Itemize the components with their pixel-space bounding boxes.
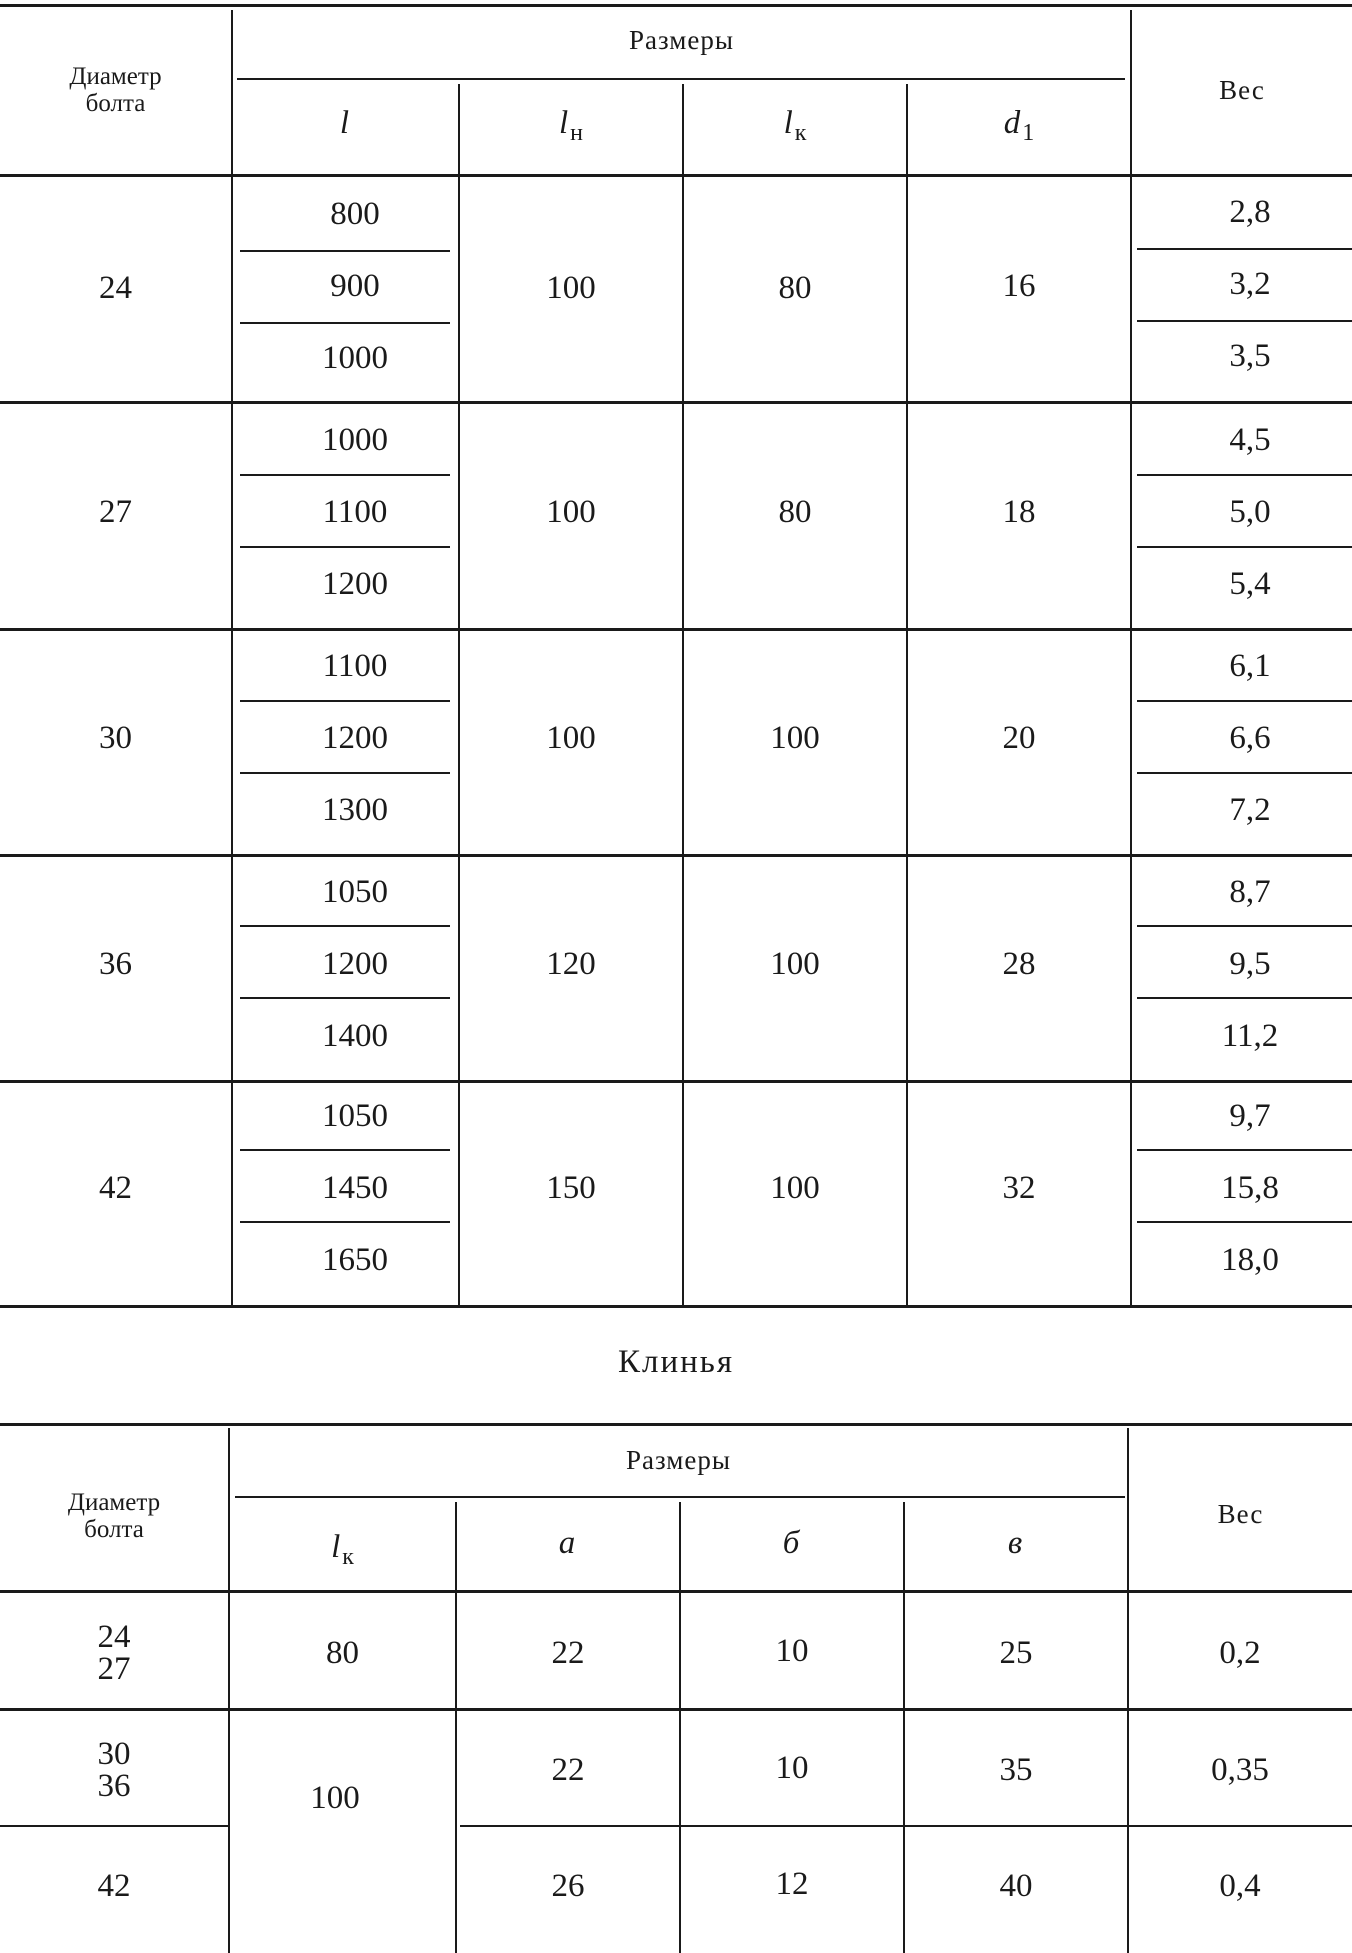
col-subscript: н [570,120,583,146]
cell-l: 1050 [322,873,388,910]
cell-b: 12 [775,1865,809,1902]
cell-diameter: 42 [99,1169,132,1206]
cell-weight: 5,4 [1229,565,1271,602]
cell-diameter: 30 [99,719,132,756]
row-separator [0,1708,1352,1711]
cell-b: 10 [775,1749,809,1786]
subrow-rule [240,546,450,548]
header-col-lk [684,98,906,148]
cell-lk-merged: 100 [310,1779,360,1816]
subrow-rule [1137,474,1352,476]
wedges-table [0,1418,1352,1953]
subrow-rule [240,250,450,252]
header-diameter [0,1476,228,1556]
subrow-rule [240,700,450,702]
cell-lk: 80 [326,1634,359,1671]
header-diameter-line2: болта [85,90,146,117]
cell-diameter: 24 [99,269,132,306]
cell-d1: 32 [1002,1169,1036,1206]
group-separator [0,401,1352,404]
header-col-b [681,1518,903,1568]
col-subscript: 1 [1022,120,1035,146]
cell-weight: 15,8 [1221,1169,1279,1206]
cell-l: 800 [330,195,380,232]
cell-diameter: 42 [97,1867,131,1904]
cell-lk: 100 [770,1169,820,1206]
cell-ln: 100 [546,269,596,306]
cell-weight: 18,0 [1221,1241,1279,1278]
cell-b: 10 [775,1632,809,1669]
header-diameter-line2: болта [84,1516,144,1543]
cell-l: 1200 [322,945,388,982]
cell-lk: 100 [770,719,820,756]
col-symbol: l [558,104,569,141]
cell-l: 1200 [322,719,388,756]
cell-l: 1050 [322,1097,388,1134]
column-rule [1130,10,1132,1305]
header-col-a [457,1518,679,1568]
cell-d1: 28 [1002,945,1036,982]
cell-weight: 9,5 [1229,945,1271,982]
cell-l: 1000 [322,421,388,458]
cell-weight: 0,35 [1211,1751,1269,1788]
subrow-rule [1137,546,1352,548]
cell-diameter [0,1730,228,1810]
cell-v: 25 [999,1634,1033,1671]
cell-diameter [0,1613,228,1693]
col-symbol: d [1003,104,1021,141]
header-bottom-rule [0,1590,1352,1593]
col-symbol: б [782,1524,800,1561]
section-title-wedges: Клинья [617,1343,735,1380]
col-symbol: l [783,104,793,141]
subrow-rule [240,1149,450,1151]
cell-v: 40 [999,1867,1033,1904]
cell-weight: 4,5 [1229,421,1271,458]
cell-d1: 18 [1002,493,1036,530]
subrow-rule [1137,248,1352,250]
col-symbol: l [331,1528,341,1565]
header-diameter [0,50,231,130]
subrow-rule [1137,997,1352,999]
cell-l: 1300 [322,791,388,828]
subrow-rule [240,925,450,927]
cell-diameter: 27 [99,493,132,530]
sizes-underline [235,1496,1125,1498]
diameter-value: 24 [97,1619,131,1655]
header-bottom-rule [0,174,1352,177]
header-col-ln [460,98,682,148]
subrow-rule [240,997,450,999]
cell-l: 1000 [322,339,388,376]
cell-ln: 100 [546,493,596,530]
col-symbol: a [558,1524,576,1561]
cell-diameter: 36 [99,945,132,982]
col-subscript: к [794,120,807,146]
subrow-rule [1137,925,1352,927]
table-top-rule [0,1423,1352,1426]
subrow-rule [1137,772,1352,774]
cell-weight: 2,8 [1229,193,1271,230]
header-weight: Вес [1219,74,1265,105]
cell-weight: 3,2 [1229,265,1271,302]
table-top-rule [0,4,1352,7]
cell-lk: 100 [770,945,820,982]
cell-a: 22 [551,1751,585,1788]
header-col-l [233,98,458,148]
cell-v: 35 [999,1751,1033,1788]
cell-l: 1650 [322,1241,388,1278]
subrow-rule [240,772,450,774]
diameter-value: 27 [97,1651,131,1687]
cell-a: 22 [551,1634,585,1671]
cell-d1: 16 [1002,267,1036,304]
header-weight: Вес [1217,1498,1264,1529]
cell-weight: 7,2 [1229,791,1271,828]
cell-l: 1450 [322,1169,388,1206]
cell-ln: 120 [546,945,596,982]
diameter-value: 30 [97,1736,131,1772]
subrow-rule [240,474,450,476]
col-subscript: к [342,1544,354,1570]
subrow-rule [1137,1149,1352,1151]
header-diameter-line1: Диаметр [69,63,162,90]
header-col-v [905,1518,1127,1568]
cell-l: 1100 [322,647,388,684]
cell-l: 900 [330,267,380,304]
group-separator [0,628,1352,631]
cell-weight: 0,2 [1219,1634,1261,1671]
col-symbol: в [1007,1524,1023,1561]
cell-lk: 80 [778,269,812,306]
header-diameter-line1: Диаметр [67,1489,161,1516]
group-separator [0,1080,1352,1083]
subrow-rule [1137,320,1352,322]
diameter-value: 36 [97,1768,131,1804]
cell-d1: 20 [1002,719,1036,756]
subrow-rule [1137,700,1352,702]
table-bottom-rule [0,1305,1352,1308]
column-rule [228,1428,230,1953]
cell-l: 1200 [322,565,388,602]
row-separator-partial [0,1825,228,1827]
group-separator [0,854,1352,857]
cell-ln: 100 [546,719,596,756]
cell-lk: 80 [778,493,812,530]
header-sizes: Размеры [629,24,734,55]
cell-weight: 5,0 [1229,493,1271,530]
cell-ln: 150 [546,1169,596,1206]
row-separator-partial [460,1825,1352,1827]
cell-weight: 6,6 [1229,719,1271,756]
cell-weight: 9,7 [1229,1097,1271,1134]
sizes-underline [237,78,1125,80]
subrow-rule [240,322,450,324]
subrow-rule [1137,1221,1352,1223]
cell-a: 26 [551,1867,585,1904]
column-rule [231,10,233,1305]
cell-weight: 6,1 [1229,647,1271,684]
cell-weight: 3,5 [1229,337,1271,374]
cell-l: 1400 [322,1017,388,1054]
subrow-rule [240,1221,450,1223]
header-col-lk [230,1522,455,1572]
cell-weight: 0,4 [1219,1867,1261,1904]
cell-weight: 8,7 [1229,873,1271,910]
cell-weight: 11,2 [1221,1017,1279,1054]
col-symbol: l [339,104,350,141]
cell-l: 1100 [322,493,388,530]
header-sizes: Размеры [626,1444,731,1475]
header-col-d1 [908,98,1130,148]
